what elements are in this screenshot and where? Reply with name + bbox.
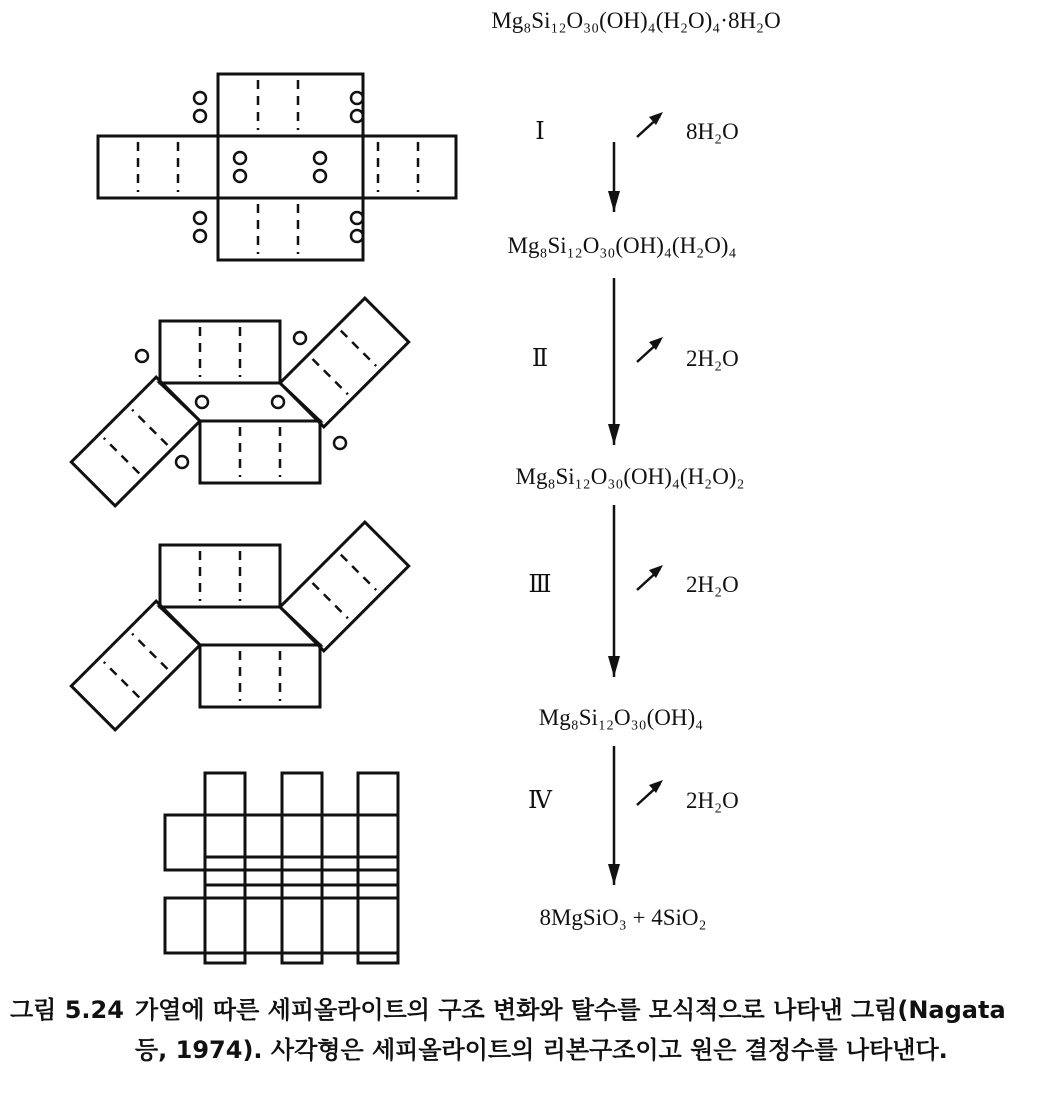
water-loss-1: 8H₂O (686, 119, 739, 144)
formula-stage-1: Mg₈Si₁₂O₃₀(OH)₄(H₂O)₄ (507, 233, 737, 258)
step-label-1: Ⅰ (535, 119, 545, 145)
release-arrow-3 (637, 565, 663, 590)
ribbon-middle (98, 136, 456, 198)
ribbon-bottom (200, 421, 320, 483)
structure-folded-dehydrated (71, 522, 408, 730)
ribbon-top (218, 74, 363, 136)
step-label-4: Ⅳ (528, 788, 552, 814)
step-label-3: Ⅲ (528, 572, 552, 598)
ribbon-center (160, 383, 320, 421)
structure-folded-hydrated (71, 298, 408, 506)
release-arrow-2 (637, 337, 663, 362)
formula-stage-4: 8MgSiO₃ + 4SiO₂ (539, 905, 707, 930)
step-label-2: Ⅱ (531, 346, 549, 372)
water-loss-3: 2H₂O (686, 572, 739, 597)
release-arrow-4 (637, 780, 663, 805)
water-loss-4: 2H₂O (686, 788, 739, 813)
ribbon-top (160, 321, 280, 383)
figure-caption (10, 990, 1040, 1070)
formula-stage-2: Mg₈Si₁₂O₃₀(OH)₄(H₂O)₂ (515, 464, 745, 489)
water-loss-2: 2H₂O (686, 346, 739, 371)
structure-collapsed (165, 773, 398, 963)
caption-text: 가열에 따른 세피올라이트의 구조 변화와 탈수를 모식적으로 나타낸 그림(Nagata 등, 1974). 사각형은 세피올라이트의 리본구조이고 원은 결정수를 나타낸다. (135, 996, 1006, 1064)
formula-stage-3: Mg₈Si₁₂O₃₀(OH)₄ (538, 705, 704, 730)
ribbon-bottom (218, 198, 363, 260)
formula-stage-0: Mg₈Si₁₂O₃₀(OH)₄(H₂O)₄·8H₂O (491, 8, 781, 33)
caption-label: 그림 5.24 (10, 996, 124, 1024)
release-arrow-1 (637, 112, 663, 137)
structure-hydrated (98, 74, 456, 260)
